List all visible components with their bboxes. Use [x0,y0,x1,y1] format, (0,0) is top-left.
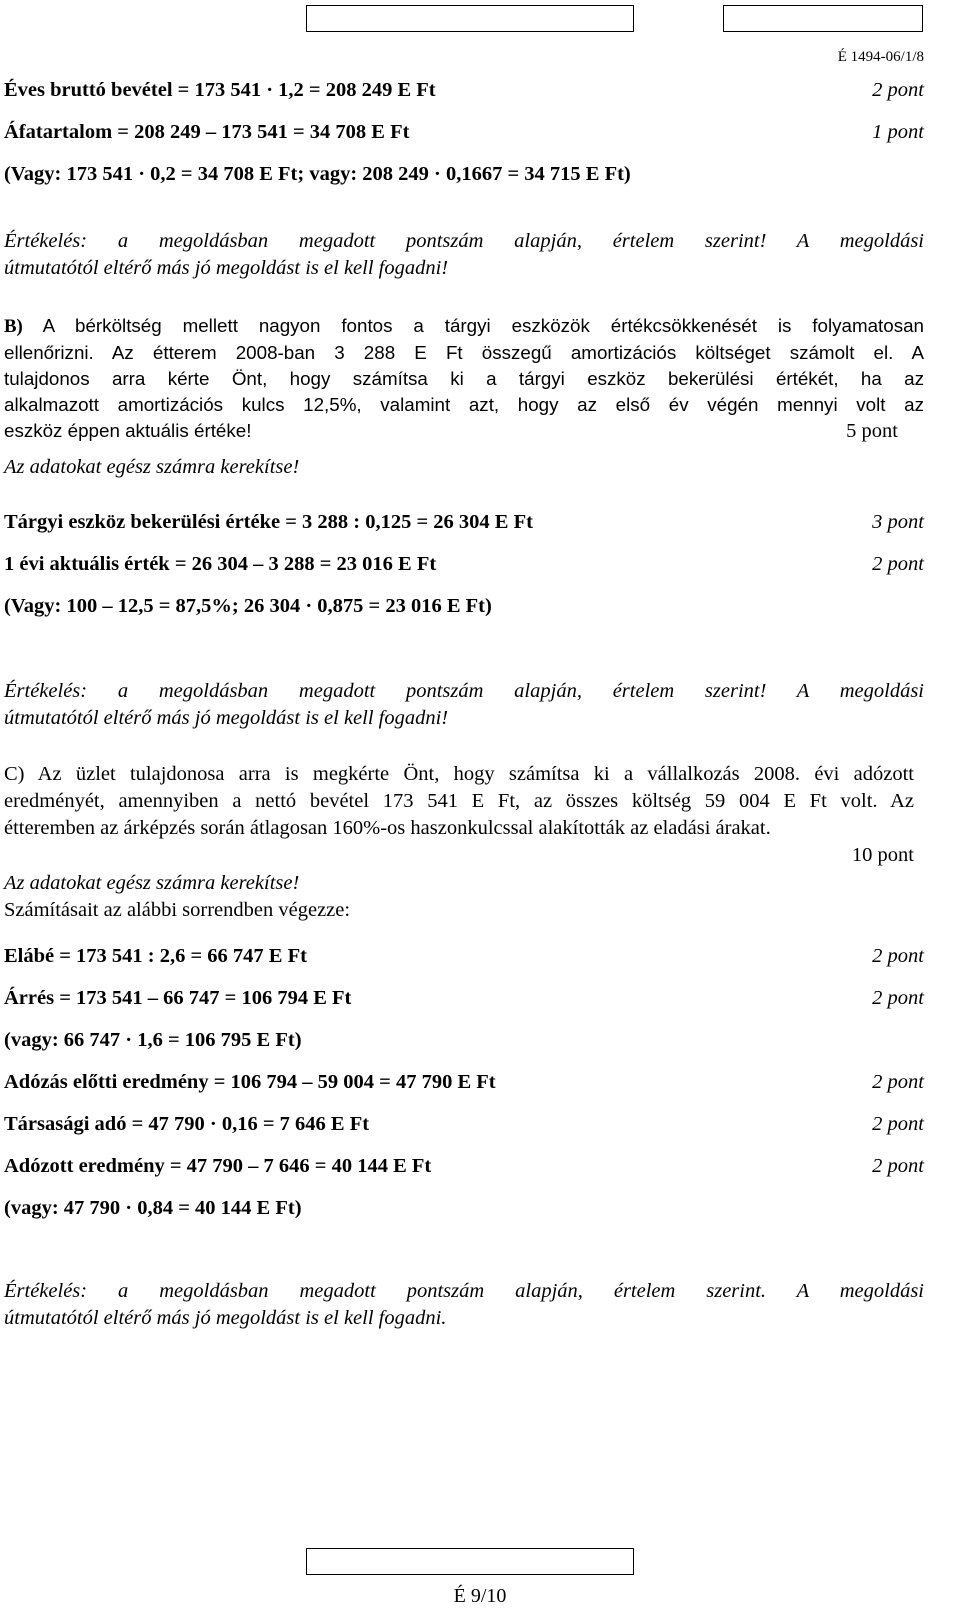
task-line: tulajdonos arra kérte Önt, hogy számítsa ki a tárgyi eszköz bekerülési értékét, ha az [4,368,924,389]
points-label: 1 pont [872,121,924,143]
task-line: eredményét, amennyiben a nettó bevétel 173 541 E Ft, az összes költség 59 004 E Ft volt. Az [4,790,914,812]
calc-text: Elábé = 173 541 : 2,6 = 66 747 E Ft [4,945,307,967]
calc-line [4,78,924,102]
note-line: Értékelés: a megoldásban megadott pontszám alapján, értelem szerint! A megoldási [4,230,924,252]
rounding-note: Az adatokat egész számra kerekítse! [4,456,300,478]
calc-line [4,162,924,186]
evaluation-note [4,678,924,732]
calc-line [4,510,924,534]
points-label: 2 pont [872,553,924,575]
task-b-paragraph [4,313,924,444]
calc-line [4,594,924,618]
calc-line [4,986,924,1010]
calc-text: Éves bruttó bevétel = 173 541 · 1,2 = 208 249 E Ft [4,79,436,101]
points-label: 2 pont [872,1155,924,1177]
calc-text: (vagy: 47 790 · 0,84 = 40 144 E Ft) [4,1197,302,1219]
points-label: 2 pont [872,1113,924,1135]
calc-text: Adózott eredmény = 47 790 – 7 646 = 40 144 E Ft [4,1155,432,1177]
calc-text: Tárgyi eszköz bekerülési értéke = 3 288 : 0,125 = 26 304 E Ft [4,511,533,533]
calc-text: Adózás előtti eredmény = 106 794 – 59 004 = 47 790 E Ft [4,1071,496,1093]
evaluation-note [4,1278,924,1332]
note-line: Értékelés: a megoldásban megadott pontszám alapján, értelem szerint! A megoldási [4,680,924,702]
calc-line [4,1112,924,1136]
calc-line [4,1028,924,1052]
calc-text: (Vagy: 173 541 · 0,2 = 34 708 E Ft; vagy: 208 249 · 0,1667 = 34 715 E Ft) [4,163,631,185]
calc-text: Áfatartalom = 208 249 – 173 541 = 34 708 E Ft [4,121,410,143]
note-line: útmutatótól eltérő más jó megoldást is el kell fogadni. [4,1307,447,1329]
task-line: ellenőrizni. Az étterem 2008-ban 3 288 E Ft összegű amortizációs költséget számolt el. A [4,342,924,363]
calc-text: (Vagy: 100 – 12,5 = 87,5%; 26 304 · 0,875 = 23 016 E Ft) [4,595,492,617]
note-line: útmutatótól eltérő más jó megoldást is el kell fogadni! [4,257,449,279]
points-label: 2 pont [872,987,924,1009]
task-line: alkalmazott amortizációs kulcs 12,5%, valamint azt, hogy az első év végén mennyi volt az [4,394,924,415]
instruction-text: Számításait az alábbi sorrendben végezze: [4,899,351,921]
document-code: É 1494-06/1/8 [837,49,924,65]
note-line: útmutatótól eltérő más jó megoldást is el kell fogadni! [4,707,449,729]
task-line: A bérköltség mellett nagyon fontos a tárgyi eszközök értékcsökkenését is folyamatosan [22,315,924,336]
calc-line [4,120,924,144]
page-number: É 9/10 [453,1585,507,1607]
calc-line [4,1070,924,1094]
task-line: étteremben az árképzés során átlagosan 160%-os haszonkulcssal alakították az eladási árakat. [4,817,771,839]
calc-line [4,944,924,968]
task-line: C) Az üzlet tulajdonosa arra is megkérte Önt, hogy számítsa ki a vállalkozás 2008. évi adózott [4,763,914,785]
points-label: 5 pont [846,420,898,442]
points-label: 2 pont [872,945,924,967]
footer-box [306,1548,634,1575]
calc-text: 1 évi aktuális érték = 26 304 – 3 288 = 23 016 E Ft [4,553,437,575]
task-c-paragraph [4,761,914,869]
task-line: eszköz éppen aktuális értéke! [4,420,252,441]
calc-text: Társasági adó = 47 790 · 0,16 = 7 646 E Ft [4,1113,370,1135]
calc-text: Árrés = 173 541 – 66 747 = 106 794 E Ft [4,987,352,1009]
calc-line [4,1154,924,1178]
header-box-left [306,5,634,32]
task-label: B) [4,316,23,337]
points-label: 2 pont [872,1071,924,1093]
points-label: 10 pont [851,844,914,866]
calc-line [4,552,924,576]
note-line: Értékelés: a megoldásban megadott pontszám alapján, értelem szerint. A megoldási [4,1280,924,1302]
points-label: 3 pont [872,511,924,533]
calc-line [4,1196,924,1220]
header-box-right [723,5,923,32]
calc-text: (vagy: 66 747 · 1,6 = 106 795 E Ft) [4,1029,302,1051]
evaluation-note [4,228,924,282]
points-label: 2 pont [872,79,924,101]
rounding-note: Az adatokat egész számra kerekítse! [4,872,300,894]
